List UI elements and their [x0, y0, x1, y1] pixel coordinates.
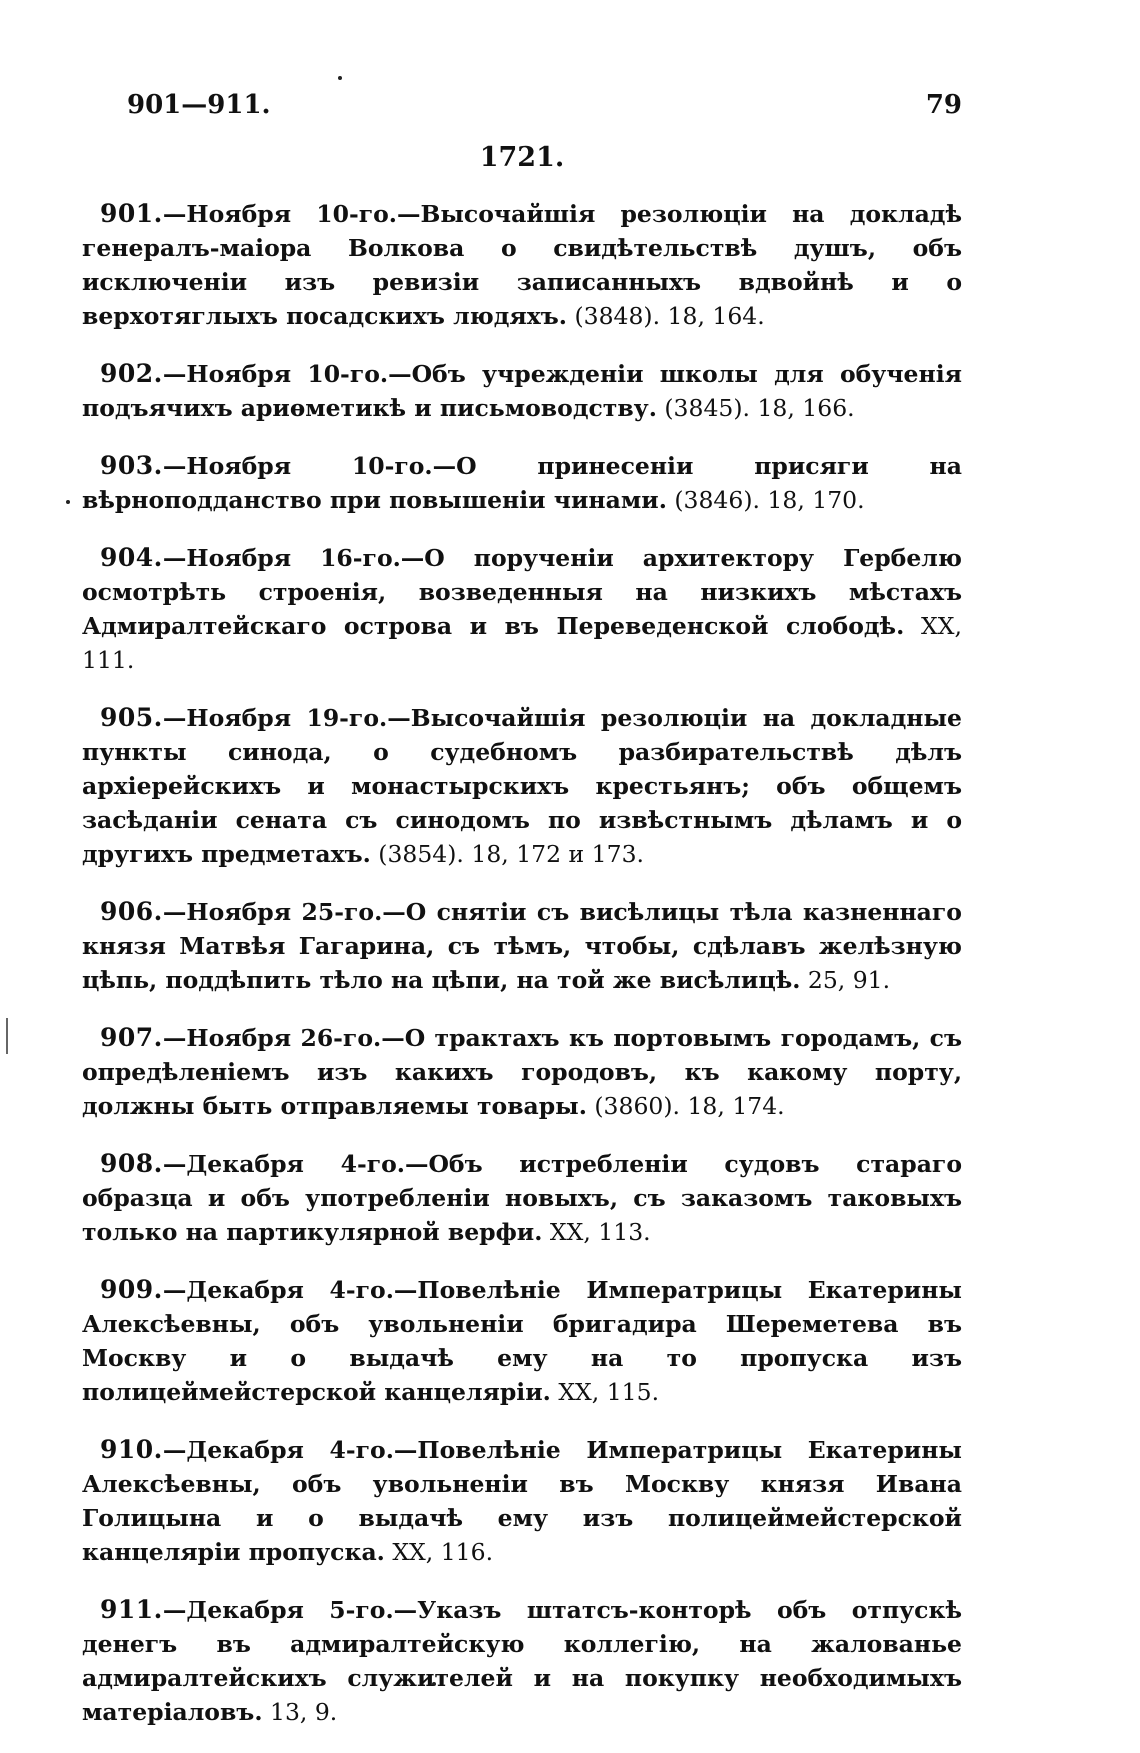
- year-heading: 1721.: [479, 142, 565, 173]
- entry-reference: (3860). 18, 174.: [586, 1091, 785, 1120]
- entry-number: 908.: [100, 1148, 163, 1178]
- entry-text: —О снятіи съ висѣлицы тѣла казненнаго князя Матвѣя Гагарина, съ тѣмъ, чтобы, сдѣлавъ желѣзную цѣпь, поддѣпить тѣло на цѣпи, на той же висѣлицѣ.: [82, 897, 962, 994]
- entry-reference: XX, 115.: [550, 1377, 660, 1406]
- entry-text: —Повелѣніе Императрицы Екатерины Алексѣевны, объ увольненіи бригадира Шереметева въ Москву и о выдачѣ ему на то пропуска изъ полицеймейстерской канцеляріи.: [82, 1275, 962, 1406]
- entry-number: 910.: [100, 1434, 163, 1464]
- entry-date: —Ноября 26-го.: [162, 1023, 382, 1052]
- entry-text: —О трактахъ къ портовымъ городамъ, съ опредѣленіемъ изъ какихъ городовъ, къ какому порту, должны быть отправляемы товары.: [82, 1023, 962, 1120]
- entry-902: [82, 357, 962, 425]
- entry-text: —О порученіи архитектору Гербелю осмотрѣть строенія, возведенныя на низкихъ мѣстахъ Адмиралтейскаго острова и въ Переведенской слободѣ.: [82, 543, 962, 640]
- entry-number: 907.: [100, 1022, 163, 1052]
- entry-reference: XX, 116.: [384, 1537, 494, 1566]
- entry-text: —Повелѣніе Императрицы Екатерины Алексѣевны, объ увольненіи въ Москву князя Ивана Голицына и о выдачѣ ему изъ полицеймейстерской канцеляріи пропуска.: [82, 1435, 962, 1566]
- entry-reference: 25, 91.: [800, 965, 891, 994]
- entry-number: 905.: [100, 702, 163, 732]
- print-speck: [66, 500, 70, 504]
- running-head: [82, 90, 962, 130]
- entry-reference: XX, 113.: [542, 1217, 651, 1246]
- entry-reference: XX, 111.: [82, 611, 962, 674]
- entry-date: —Декабря 4-го.: [162, 1149, 405, 1178]
- entries-list: [82, 197, 962, 1729]
- entry-reference: (3848). 18, 164.: [566, 301, 765, 330]
- entry-reference: 13, 9.: [262, 1697, 338, 1726]
- entry-911: [82, 1593, 962, 1729]
- entry-905: [82, 701, 962, 871]
- entry-range: 901—911.: [127, 90, 271, 120]
- entry-number: 902.: [100, 358, 163, 388]
- entry-date: —Ноября 16-го.: [162, 543, 401, 572]
- document-page: [82, 90, 962, 1753]
- entry-number: 911.: [100, 1594, 163, 1624]
- entry-908: [82, 1147, 962, 1249]
- entry-number: 906.: [100, 896, 163, 926]
- entry-906: [82, 895, 962, 997]
- entry-text: —Объ учрежденіи школы для обученія подъячихъ ариѳметикѣ и письмоводству.: [82, 359, 962, 422]
- entry-number: 901.: [100, 198, 163, 228]
- entry-number: 903.: [100, 450, 163, 480]
- entry-date: —Ноября 10-го.: [162, 359, 389, 388]
- entry-text: —Указъ штатсъ-конторѣ объ отпускѣ денегъ въ адмиралтейскую коллегію, на жалованье адмиралтейскихъ служителей и на покупку необходимыхъ матеріаловъ.: [82, 1595, 962, 1726]
- entry-date: —Ноября 10-го.: [162, 199, 397, 228]
- entry-text: —Высочайшія резолюціи на докладѣ генералъ-маіора Волкова о свидѣтельствѣ душъ, объ исключеніи изъ ревизіи записанныхъ вдвойнѣ и о верхотяглыхъ посадскихъ людяхъ.: [82, 199, 962, 330]
- entry-text: —Высочайшія резолюціи на докладные пункты синода, о судебномъ разбирательствѣ дѣлъ архіерейскихъ и монастырскихъ крестьянъ; объ общемъ засѣданіи сената съ синодомъ по извѣстнымъ дѣламъ и о другихъ предметахъ.: [82, 703, 962, 868]
- entry-910: [82, 1433, 962, 1569]
- entry-number: 904.: [100, 542, 163, 572]
- entry-907: [82, 1021, 962, 1123]
- entry-reference: (3854). 18, 172 и 173.: [370, 839, 644, 868]
- entry-reference: (3846). 18, 170.: [666, 485, 865, 514]
- entry-901: [82, 197, 962, 333]
- entry-text: —О принесеніи присяги на вѣрноподданство при повышеніи чинами.: [82, 451, 962, 514]
- entry-reference: (3845). 18, 166.: [656, 393, 855, 422]
- entry-904: [82, 541, 962, 677]
- entry-date: —Ноября 10-го.: [162, 451, 433, 480]
- entry-903: [82, 449, 962, 517]
- print-speck: [338, 76, 342, 80]
- entry-909: [82, 1273, 962, 1409]
- entry-date: —Декабря 4-го.: [162, 1435, 394, 1464]
- entry-text: —Объ истребленіи судовъ стараго образца и объ употребленіи новыхъ, съ заказомъ таковыхъ только на партикулярной верфи.: [82, 1149, 962, 1246]
- entry-number: 909.: [100, 1274, 163, 1304]
- page-number: 79: [925, 90, 962, 120]
- entry-date: —Декабря 5-го.: [162, 1595, 394, 1624]
- scan-edge-mark: [6, 1018, 8, 1054]
- entry-date: —Ноября 19-го.: [162, 703, 388, 732]
- entry-date: —Ноября 25-го.: [162, 897, 383, 926]
- entry-date: —Декабря 4-го.: [162, 1275, 394, 1304]
